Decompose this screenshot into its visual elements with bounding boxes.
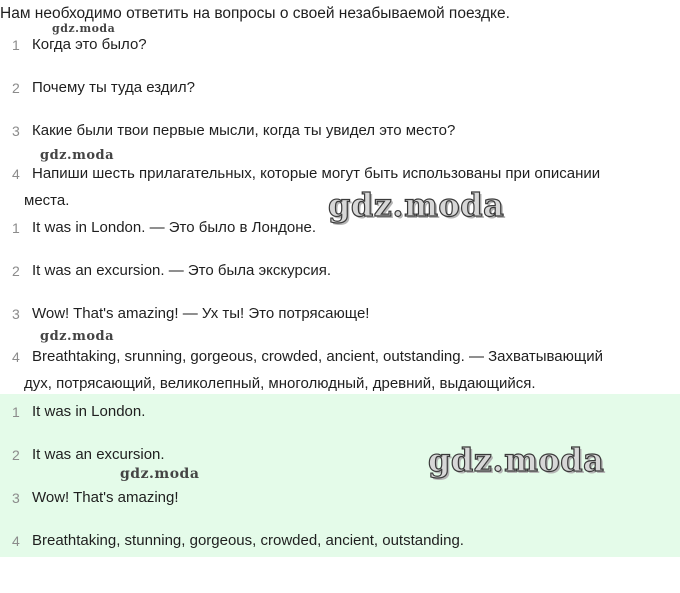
answer-text: Wow! That's amazing! — Ух ты! Это потрясающе!	[32, 305, 370, 322]
watermark-large: gdz.moda	[428, 441, 605, 479]
answer-text: Wow! That's amazing!	[32, 489, 179, 506]
item-number: 1	[12, 220, 20, 236]
watermark: gdz.moda	[40, 329, 115, 344]
watermark-large: gdz.moda	[328, 186, 505, 224]
answer-text: It was in London. — Это было в Лондоне.	[32, 219, 317, 236]
item-number: 3	[12, 490, 20, 506]
answer-text: It was an excursion.	[32, 446, 165, 463]
question-text: Какие были твои первые мысли, когда ты увидел это место?	[32, 122, 456, 139]
question-text: Почему ты туда ездил?	[32, 79, 196, 96]
item-number: 4	[12, 349, 20, 365]
watermark: gdz.moda	[52, 22, 116, 35]
answer-text: It was an excursion. — Это была экскурсия.	[32, 262, 331, 279]
item-number: 4	[12, 533, 20, 549]
question-text-line2: места.	[24, 192, 70, 209]
watermark: gdz.moda	[40, 148, 115, 163]
item-number: 2	[12, 447, 20, 463]
answer-text-line1: Breathtaking, srunning, gorgeous, crowded, ancient, outstanding. — Захватывающий	[32, 348, 603, 365]
answer-text: It was in London.	[32, 403, 146, 420]
task-intro: Нам необходимо ответить на вопросы о своей незабываемой поездке.	[0, 5, 510, 22]
answer-text-line2: дух, потрясающий, великолепный, многолюдный, древний, выдающийся.	[24, 375, 536, 392]
answer-text: Breathtaking, stunning, gorgeous, crowded, ancient, outstanding.	[32, 532, 464, 549]
item-number: 1	[12, 404, 20, 420]
item-number: 3	[12, 306, 20, 322]
item-number: 3	[12, 123, 20, 139]
item-number: 2	[12, 263, 20, 279]
question-text-line1: Напиши шесть прилагательных, которые могут быть использованы при описании	[32, 165, 601, 182]
item-number: 4	[12, 166, 20, 182]
item-number: 2	[12, 80, 20, 96]
question-text: Когда это было?	[32, 36, 147, 53]
item-number: 1	[12, 37, 20, 53]
watermark: gdz.moda	[120, 466, 200, 482]
